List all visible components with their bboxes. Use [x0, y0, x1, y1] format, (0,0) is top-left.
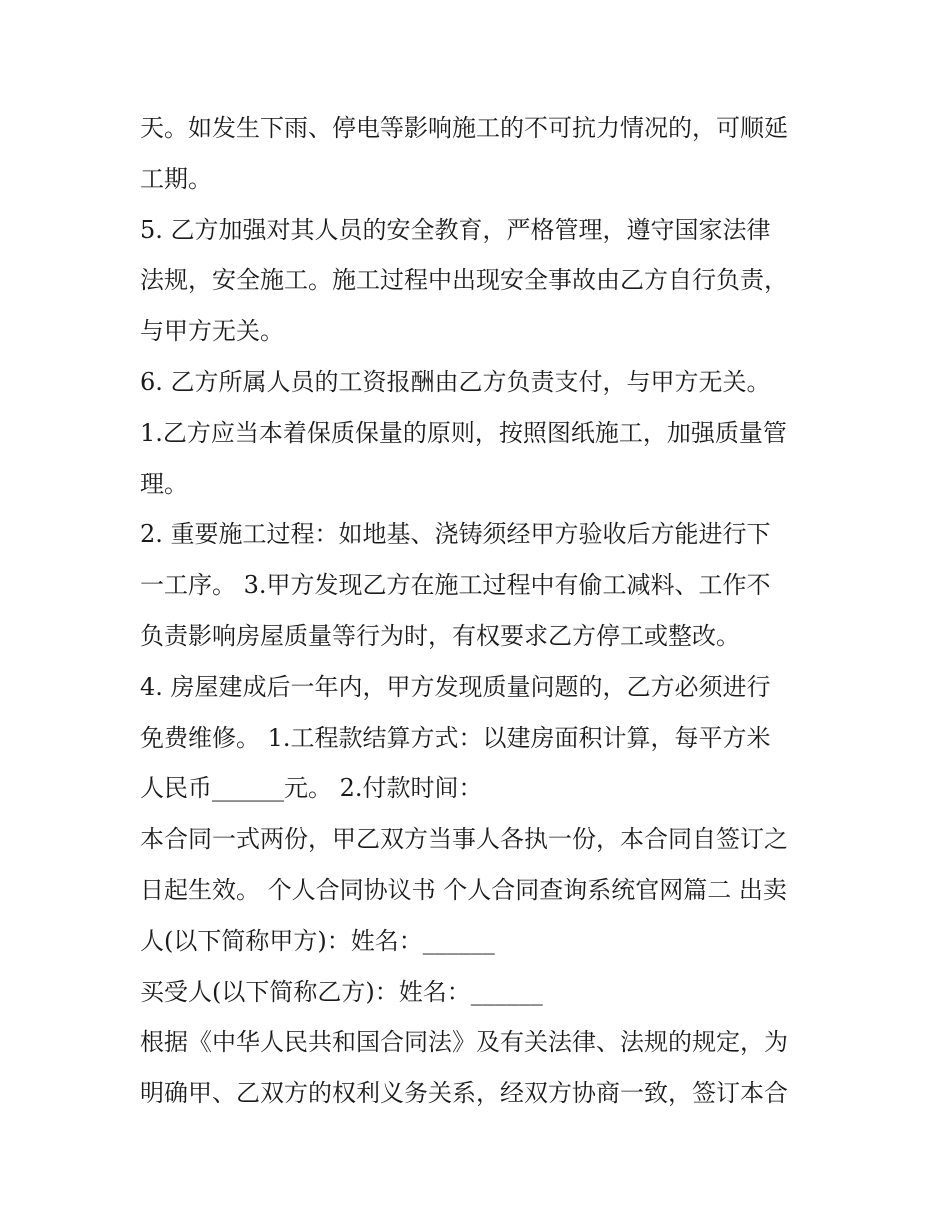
text-line-1: 天。如发生下雨、停电等影响施工的不可抗力情况的，可顺延	[140, 114, 788, 142]
text-line-18: 买受人(以下简称乙方)：姓名：______	[140, 977, 543, 1006]
text-line-20: 明确甲、乙双方的权利义务关系，经双方协商一致，签订本合	[140, 1079, 788, 1108]
text-line-16: 日起生效。 个人合同协议书 个人合同查询系统官网篇二 出卖	[140, 875, 787, 904]
text-line-15: 本合同一式两份，甲乙双方当事人各执一份，本合同自签订之	[140, 825, 788, 854]
text-line-11: 负责影响房屋质量等行为时，有权要求乙方停工或整改。	[140, 621, 740, 650]
text-line-6: 6. 乙方所属人员的工资报酬由乙方负责支付，与甲方无关。	[140, 367, 771, 396]
text-line-2: 工期。	[140, 164, 212, 193]
text-line-7: 1.乙方应当本着保质保量的原则，按照图纸施工，加强质量管	[140, 418, 787, 447]
text-line-8: 理。	[140, 469, 188, 498]
text-line-10: 一工序。 3.甲方发现乙方在施工过程中有偷工减料、工作不	[140, 571, 771, 600]
text-line-4: 法规，安全施工。施工过程中出现安全事故由乙方自行负责，	[140, 266, 788, 295]
text-line-17: 人(以下简称甲方)：姓名：______	[140, 926, 495, 955]
text-line-12: 4. 房屋建成后一年内，甲方发现质量问题的，乙方必须进行	[140, 672, 771, 701]
text-line-9: 2. 重要施工过程：如地基、浇铸须经甲方验收后方能进行下	[140, 520, 771, 549]
text-line-3: 5. 乙方加强对其人员的安全教育，严格管理，遵守国家法律	[140, 215, 771, 244]
text-line-19: 根据《中华人民共和国合同法》及有关法律、法规的规定，为	[140, 1028, 788, 1057]
text-line-14: 人民币______元。 2.付款时间：	[140, 774, 483, 803]
text-line-13: 免费维修。 1.工程款结算方式：以建房面积计算，每平方米	[140, 723, 771, 752]
document-body	[140, 103, 820, 1119]
text-line-5: 与甲方无关。	[140, 317, 284, 346]
